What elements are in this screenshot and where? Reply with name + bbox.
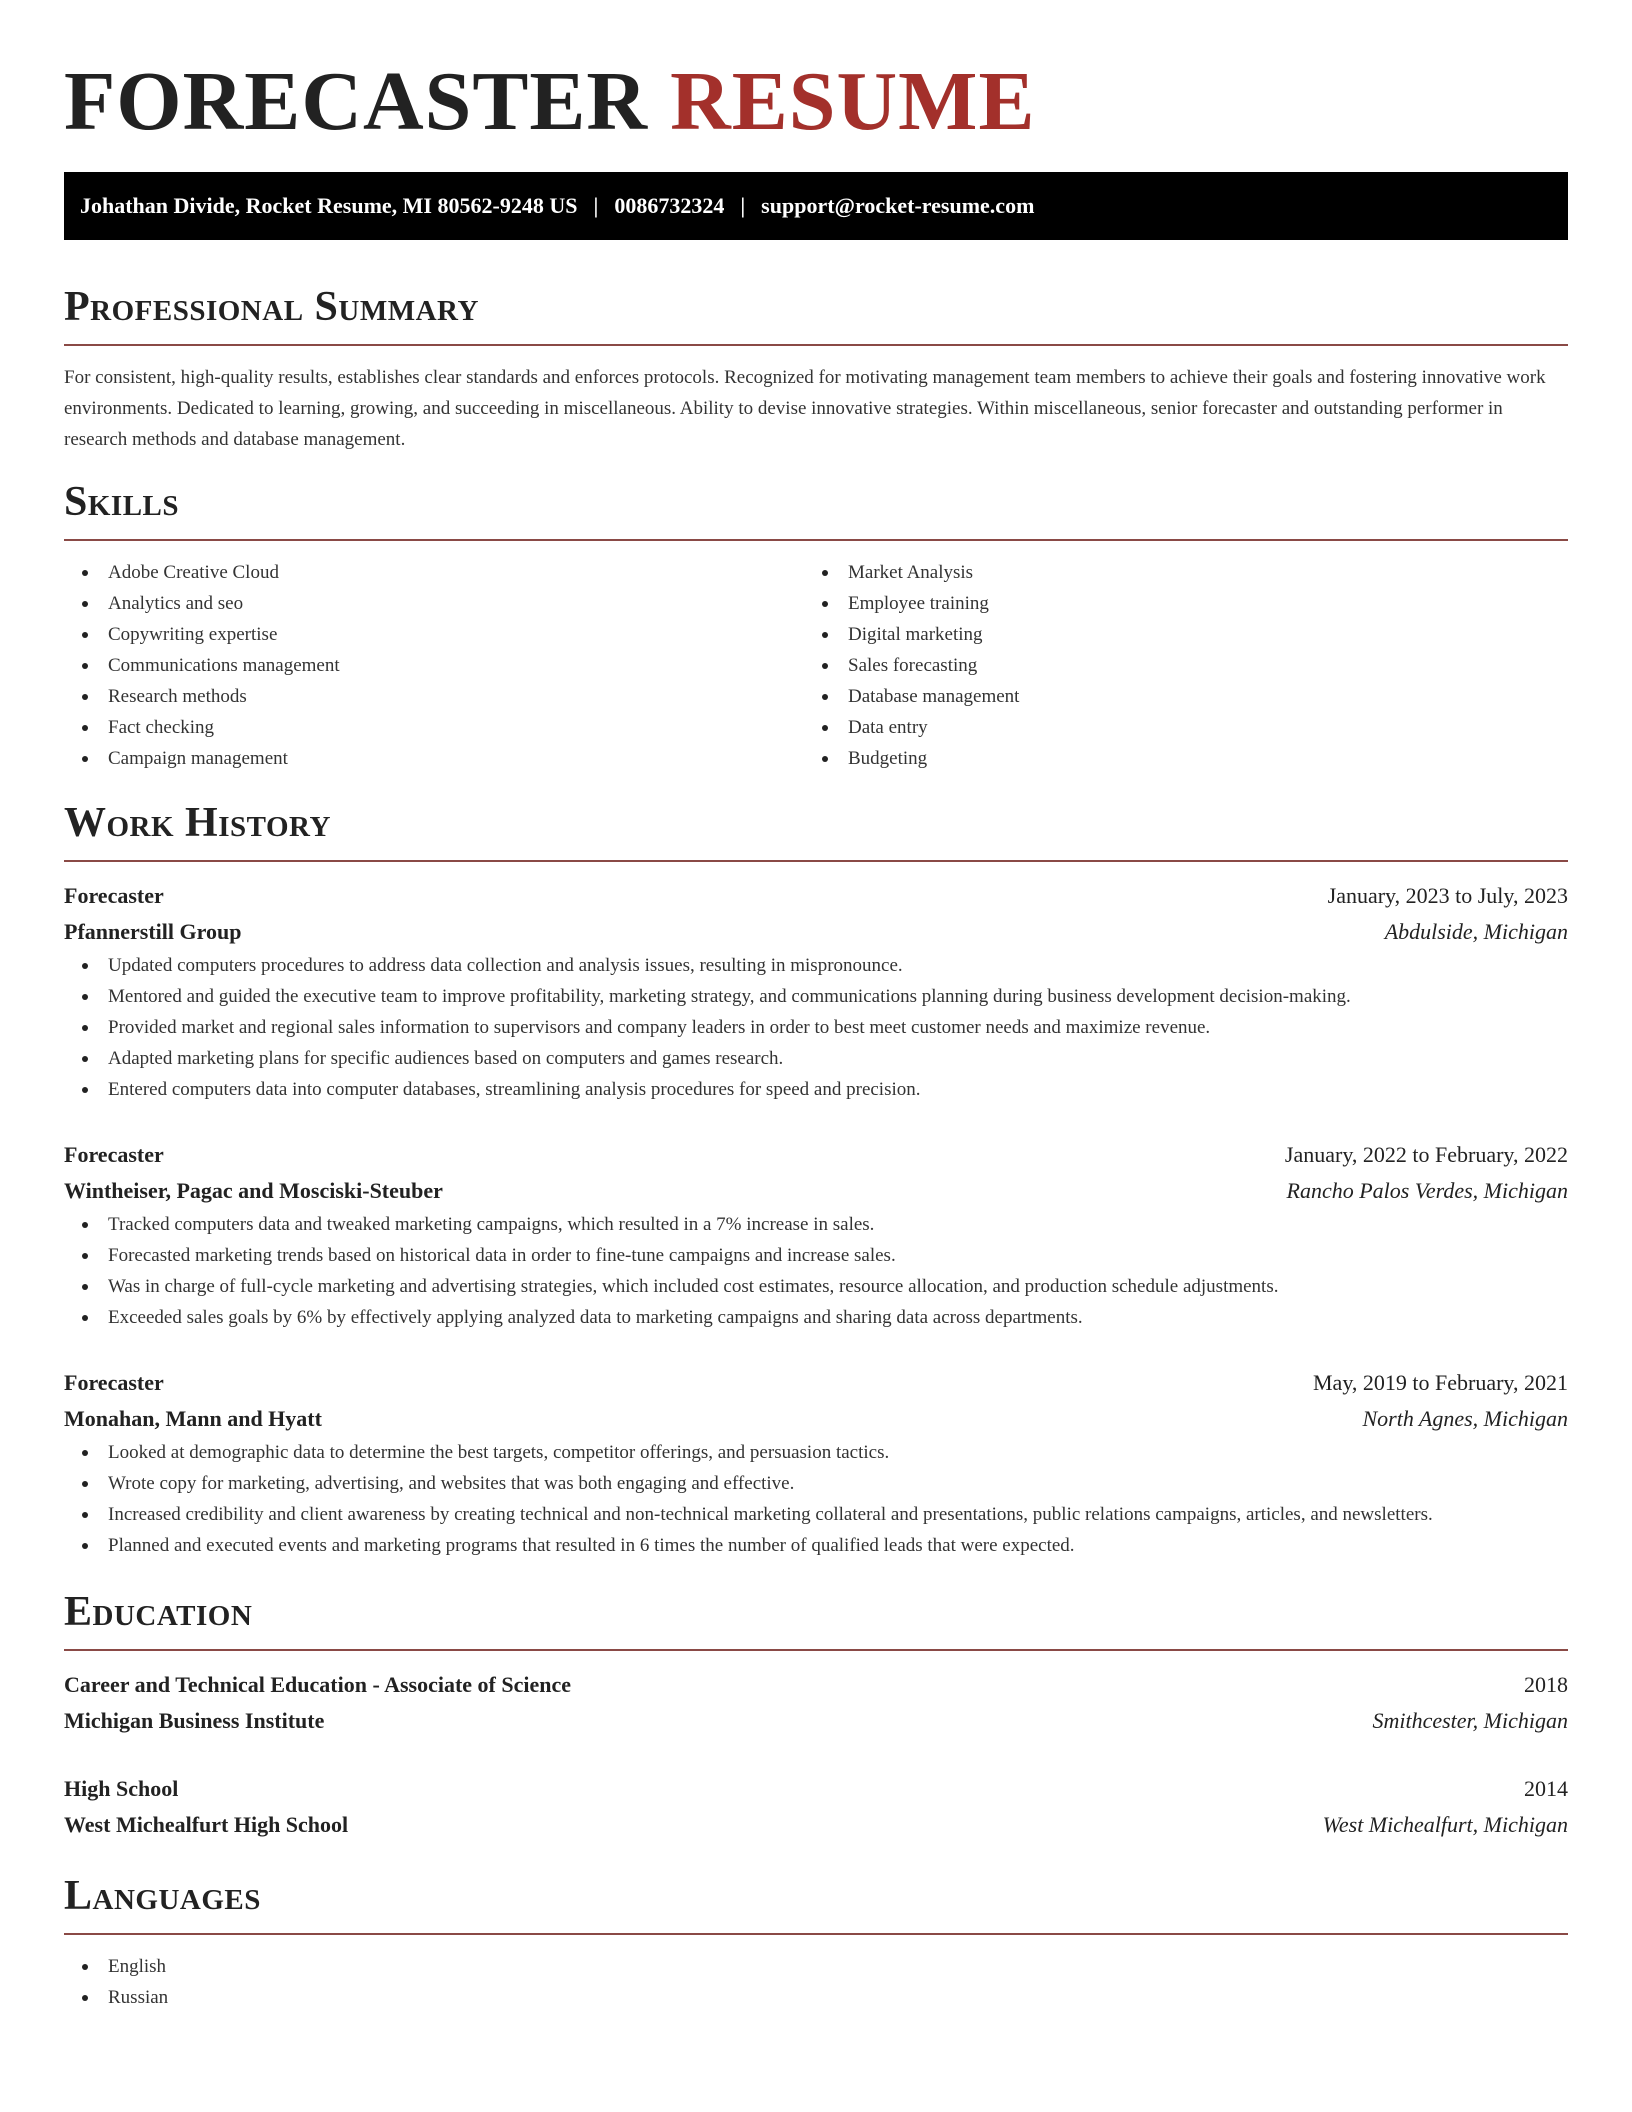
job-title: Forecaster	[64, 1370, 164, 1395]
skill-item: Data entry	[804, 712, 1544, 743]
job-title: Forecaster	[64, 883, 164, 908]
section-heading-languages: Languages	[64, 1873, 261, 1919]
education-header	[64, 1667, 1568, 1703]
section-heading-education: Education	[64, 1589, 253, 1635]
job-header	[64, 1137, 1568, 1173]
job-duty: Planned and executed events and marketing programs that resulted in 6 times the number of qualified leads that were expected.	[64, 1530, 1568, 1561]
job-duty: Exceeded sales goals by 6% by effectively applying analyzed data to marketing campaigns and sharing data across departments.	[64, 1302, 1568, 1333]
section-heading-work: Work History	[64, 800, 331, 846]
title-accent: RESUME	[670, 55, 1036, 148]
skill-item: Budgeting	[804, 743, 1544, 774]
skills-section	[64, 477, 1568, 774]
resume-title	[64, 54, 1568, 150]
skill-item: Fact checking	[64, 712, 804, 743]
section-divider	[64, 860, 1568, 862]
skills-list-right	[804, 557, 1544, 774]
job-duty: Forecasted marketing trends based on historical data in order to fine-tune campaigns and increase sales.	[64, 1240, 1568, 1271]
education-subheader	[64, 1807, 1568, 1843]
job-duty: Updated computers procedures to address data collection and analysis issues, resulting in mispronounce.	[64, 950, 1568, 981]
job-location: North Agnes, Michigan	[1362, 1406, 1568, 1431]
job-duty: Looked at demographic data to determine the best targets, competitor offerings, and persuasion tactics.	[64, 1437, 1568, 1468]
job-duty: Provided market and regional sales information to supervisors and company leaders in order to best meet customer needs and maximize revenue.	[64, 1012, 1568, 1043]
contact-address: Johathan Divide, Rocket Resume, MI 80562-9248 US	[80, 193, 578, 218]
resume-page	[64, 0, 1568, 2013]
job-location: Abdulside, Michigan	[1384, 919, 1568, 944]
contact-phone: 0086732324	[614, 193, 725, 218]
education-school: Michigan Business Institute	[64, 1708, 325, 1733]
contact-separator: |	[593, 193, 599, 218]
job-company: Monahan, Mann and Hyatt	[64, 1406, 322, 1431]
section-heading-summary: Professional Summary	[64, 284, 479, 330]
job-location: Rancho Palos Verdes, Michigan	[1286, 1178, 1568, 1203]
section-divider	[64, 344, 1568, 346]
section-divider	[64, 539, 1568, 541]
contact-email: support@rocket-resume.com	[761, 193, 1035, 218]
work-section	[64, 798, 1568, 1561]
job-dates: May, 2019 to February, 2021	[1313, 1370, 1568, 1395]
job-title: Forecaster	[64, 1142, 164, 1167]
languages-section	[64, 1871, 1568, 2013]
skill-item: Market Analysis	[804, 557, 1544, 588]
languages-list	[64, 1951, 1568, 2013]
summary-section	[64, 282, 1568, 455]
job-subheader	[64, 1173, 1568, 1209]
summary-text: For consistent, high-quality results, establishes clear standards and enforces protocols. Recognized for motivating management team members to achieve their goals and fostering innovative work environments. Dedicated to learning, growing, and succeeding in miscellaneous. Ability to devise innovative strategies. Within miscellaneous, senior forecaster and outstanding performer in research methods and database management.	[64, 367, 1546, 450]
education-year: 2018	[1524, 1672, 1568, 1697]
job-entry	[64, 878, 1568, 1105]
job-duty: Wrote copy for marketing, advertising, and websites that was both engaging and effective.	[64, 1468, 1568, 1499]
skill-item: Database management	[804, 681, 1544, 712]
education-entry	[64, 1667, 1568, 1739]
job-header	[64, 1365, 1568, 1401]
skill-item: Employee training	[804, 588, 1544, 619]
job-duties	[64, 950, 1568, 1105]
section-divider	[64, 1649, 1568, 1651]
job-duty: Mentored and guided the executive team to improve profitability, marketing strategy, and communications planning during business development decision-making.	[64, 981, 1568, 1012]
job-duties	[64, 1437, 1568, 1561]
job-subheader	[64, 914, 1568, 950]
job-entry	[64, 1137, 1568, 1333]
job-duties	[64, 1209, 1568, 1333]
skill-item: Adobe Creative Cloud	[64, 557, 804, 588]
job-dates: January, 2022 to February, 2022	[1284, 1142, 1568, 1167]
skills-grid	[64, 557, 1568, 774]
language-item: English	[64, 1951, 1568, 1982]
title-main: FORECASTER	[64, 55, 649, 148]
skill-item: Communications management	[64, 650, 804, 681]
education-degree: Career and Technical Education - Associate of Science	[64, 1672, 572, 1697]
education-school: West Michealfurt High School	[64, 1812, 349, 1837]
education-section	[64, 1587, 1568, 1843]
education-degree: High School	[64, 1776, 179, 1801]
education-header	[64, 1771, 1568, 1807]
job-duty: Adapted marketing plans for specific audiences based on computers and games research.	[64, 1043, 1568, 1074]
contact-bar	[64, 172, 1568, 240]
job-subheader	[64, 1401, 1568, 1437]
skill-item: Research methods	[64, 681, 804, 712]
section-divider	[64, 1933, 1568, 1935]
job-header	[64, 878, 1568, 914]
skill-item: Sales forecasting	[804, 650, 1544, 681]
skill-item: Analytics and seo	[64, 588, 804, 619]
job-entry	[64, 1365, 1568, 1561]
education-location: West Michealfurt, Michigan	[1322, 1812, 1568, 1837]
education-location: Smithcester, Michigan	[1372, 1708, 1568, 1733]
section-heading-skills: Skills	[64, 479, 180, 525]
language-item: Russian	[64, 1982, 1568, 2013]
education-year: 2014	[1524, 1776, 1568, 1801]
skill-item: Copywriting expertise	[64, 619, 804, 650]
education-entry	[64, 1771, 1568, 1843]
job-dates: January, 2023 to July, 2023	[1327, 883, 1568, 908]
job-duty: Tracked computers data and tweaked marketing campaigns, which resulted in a 7% increase in sales.	[64, 1209, 1568, 1240]
job-duty: Was in charge of full-cycle marketing and advertising strategies, which included cost estimates, resource allocation, and production schedule adjustments.	[64, 1271, 1568, 1302]
contact-separator: |	[740, 193, 746, 218]
job-duty: Increased credibility and client awareness by creating technical and non-technical marketing collateral and presentations, public relations campaigns, articles, and newsletters.	[64, 1499, 1568, 1530]
skill-item: Campaign management	[64, 743, 804, 774]
job-company: Wintheiser, Pagac and Mosciski-Steuber	[64, 1178, 443, 1203]
job-company: Pfannerstill Group	[64, 919, 242, 944]
skills-list-left	[64, 557, 804, 774]
job-duty: Entered computers data into computer databases, streamlining analysis procedures for speed and precision.	[64, 1074, 1568, 1105]
education-subheader	[64, 1703, 1568, 1739]
skill-item: Digital marketing	[804, 619, 1544, 650]
